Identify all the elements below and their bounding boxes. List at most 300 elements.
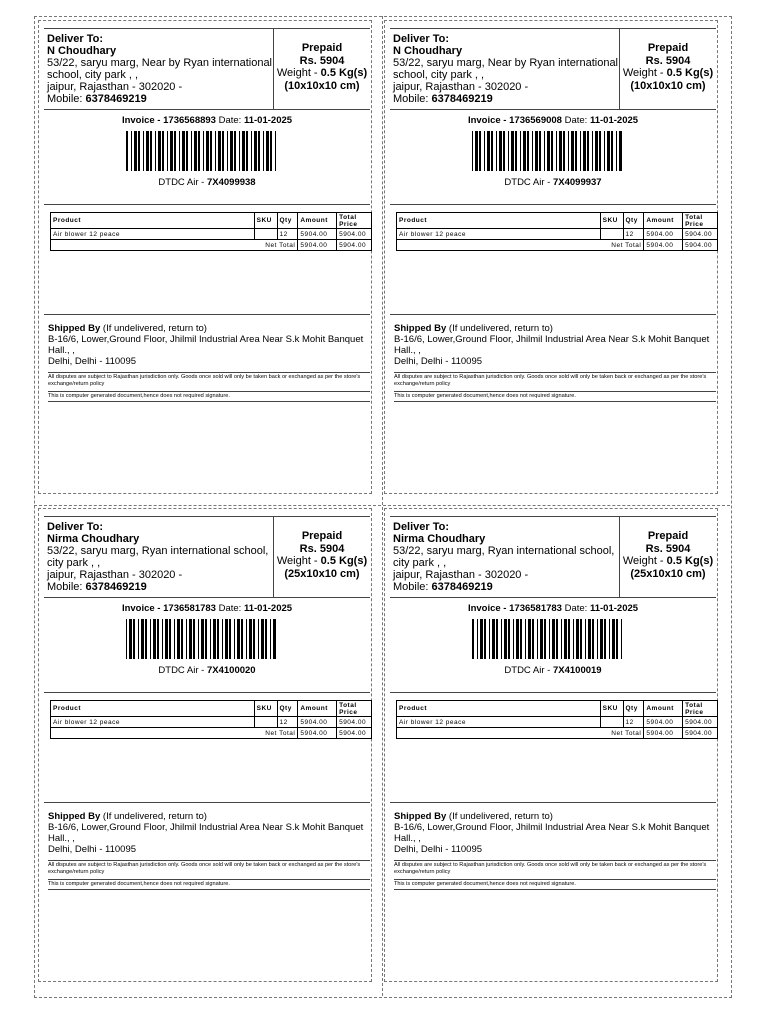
barcode-bar — [258, 131, 260, 171]
address-line-2: jaipur, Rajasthan - 302020 - — [393, 81, 529, 93]
barcode-bar — [568, 131, 569, 171]
divider — [48, 889, 370, 890]
barcode-bar — [552, 619, 555, 659]
shipped-by-heading — [48, 811, 366, 822]
barcode-bar — [182, 131, 185, 171]
barcode-bar — [155, 131, 156, 171]
col-product: Product — [397, 213, 601, 229]
barcode — [126, 619, 276, 659]
col-qty: Qty — [277, 213, 298, 229]
col-sku: SKU — [600, 701, 623, 717]
barcode-bar — [253, 619, 255, 659]
barcode-bar — [265, 619, 267, 659]
barcode-bar — [597, 619, 598, 659]
barcode-bar — [599, 131, 601, 171]
barcode-bar — [568, 619, 570, 659]
label-header — [44, 28, 370, 110]
barcode-bar — [604, 131, 605, 171]
delivery-address — [47, 33, 273, 105]
footer-text: This is computer generated document,hence does not required signature. — [394, 393, 576, 399]
shipped-by-label: Shipped By — [394, 811, 447, 822]
barcode-bar — [234, 131, 236, 171]
barcode-bar — [540, 619, 543, 659]
item-amount: 5904.00 — [298, 717, 337, 728]
barcode-bar — [239, 131, 240, 171]
net-total: 5904.00 — [683, 728, 718, 739]
barcode-bar — [189, 619, 192, 659]
barcode-bar — [205, 619, 207, 659]
recipient-name: N Choudhary — [393, 45, 463, 57]
mobile-line — [393, 93, 619, 105]
barcode-bar — [246, 131, 248, 171]
barcode-bar — [215, 131, 216, 171]
barcode-bar — [143, 131, 144, 171]
barcode — [472, 131, 622, 171]
barcode-bar — [174, 619, 175, 659]
item-amount: 5904.00 — [644, 229, 683, 240]
barcode-bar — [210, 131, 212, 171]
barcode-bar — [588, 619, 591, 659]
divider — [394, 401, 716, 402]
barcode — [472, 619, 622, 659]
barcode-bar — [580, 131, 581, 171]
courier-name: DTDC Air - — [504, 665, 551, 676]
divider — [394, 879, 716, 880]
barcode-bar — [198, 131, 200, 171]
barcode-bar — [532, 619, 534, 659]
net-total-row — [397, 240, 718, 251]
barcode-bar — [261, 619, 264, 659]
weight-label: Weight - — [276, 67, 318, 79]
barcode-bar — [580, 619, 582, 659]
barcode-bar — [556, 619, 558, 659]
address-line-1: 53/22, saryu marg, Ryan international school, city park , , — [393, 545, 615, 569]
item-total: 5904.00 — [683, 717, 718, 728]
deliver-to-heading: Deliver To: — [47, 521, 104, 533]
weight-line — [620, 67, 716, 80]
barcode-bar — [254, 131, 257, 171]
mobile-label: Mobile: — [393, 581, 429, 593]
mobile-label: Mobile: — [47, 581, 83, 593]
barcode-bar — [193, 619, 195, 659]
sender-address-1: B-16/6, Lower,Ground Floor, Jhilmil Industrial Area Near S.k Mohit Banquet Hall., , — [394, 822, 710, 844]
shipped-by-label: Shipped By — [48, 811, 101, 822]
mobile-number: 6378469219 — [85, 93, 147, 105]
barcode-bar — [607, 131, 610, 171]
address-line-1: 53/22, saryu marg, Ryan international school, city park , , — [47, 545, 269, 569]
barcode — [126, 131, 276, 171]
sender-address-2: Delhi, Delhi - 110095 — [48, 844, 137, 855]
barcode-bar — [194, 131, 197, 171]
barcode-bar — [576, 619, 579, 659]
barcode-bar — [266, 131, 269, 171]
courier-name: DTDC Air - — [158, 665, 205, 676]
payment-info — [619, 29, 716, 109]
barcode-bar — [210, 619, 211, 659]
net-amount: 5904.00 — [644, 240, 683, 251]
payment-mode: Prepaid — [647, 42, 689, 54]
weight-label: Weight - — [622, 67, 664, 79]
payment-amount: Rs. 5904 — [645, 542, 691, 555]
col-total-price: Total Price — [683, 213, 718, 229]
table-row — [397, 229, 718, 240]
barcode-bar — [472, 619, 474, 659]
table-row — [51, 717, 372, 728]
barcode-bar — [515, 131, 517, 171]
table-header-row — [51, 213, 372, 229]
barcode-bar — [523, 131, 526, 171]
shipped-by-heading — [48, 323, 366, 334]
barcode-bar — [213, 619, 216, 659]
barcode-bar — [616, 131, 617, 171]
barcode-bar — [222, 619, 223, 659]
col-amount: Amount — [644, 701, 683, 717]
net-total-row — [397, 728, 718, 739]
shipped-by-heading — [394, 811, 712, 822]
invoice-date: 11-01-2025 — [243, 115, 293, 126]
weight-line — [274, 67, 370, 80]
barcode-bar — [237, 619, 240, 659]
divider — [394, 889, 716, 890]
barcode-bar — [191, 131, 192, 171]
barcode-bar — [619, 131, 622, 171]
invoice-line — [390, 603, 716, 614]
barcode-bar — [129, 619, 132, 659]
barcode-bar — [480, 619, 483, 659]
net-total-label: Net Total — [397, 728, 644, 739]
barcode-bar — [275, 131, 276, 171]
barcode-bar — [227, 131, 228, 171]
barcode-bar — [246, 619, 247, 659]
dimensions: (25x10x10 cm) — [284, 567, 360, 580]
barcode-bar — [496, 619, 498, 659]
shipped-by-note: (If undelivered, return to) — [448, 323, 553, 334]
barcode-bar — [551, 131, 553, 171]
barcode-bar — [587, 131, 589, 171]
barcode-bar — [532, 131, 533, 171]
barcode-bar — [525, 619, 526, 659]
barcode-bar — [491, 131, 493, 171]
net-total-row — [51, 728, 372, 739]
barcode-bar — [153, 619, 156, 659]
barcode-bar — [146, 131, 149, 171]
col-sku: SKU — [254, 213, 277, 229]
col-amount: Amount — [644, 213, 683, 229]
barcode-bar — [472, 131, 473, 171]
shipping-label — [384, 20, 718, 494]
disclaimer-text: All disputes are subject to Rajasthan jurisdiction only. Goods once sold will only be taken back or exchanged as per the store's exchange/return policy — [394, 374, 707, 387]
shipping-label — [38, 20, 372, 494]
sender-address-2: Delhi, Delhi - 110095 — [394, 356, 483, 367]
barcode-bar — [174, 131, 176, 171]
item-qty: 12 — [623, 229, 644, 240]
invoice-number: 1736568893 — [163, 115, 216, 126]
weight-label: Weight - — [276, 555, 318, 567]
date-label: Date: — [564, 603, 588, 614]
mobile-number: 6378469219 — [431, 581, 493, 593]
shipped-by-section — [394, 811, 712, 855]
disclaimer-text: All disputes are subject to Rajasthan jurisdiction only. Goods once sold will only be taken back or exchanged as per the store's exchange/return policy — [48, 374, 361, 387]
sender-address-1: B-16/6, Lower,Ground Floor, Jhilmil Industrial Area Near S.k Mohit Banquet Hall., , — [48, 334, 364, 356]
barcode-bar — [167, 131, 168, 171]
col-total-price: Total Price — [337, 213, 372, 229]
col-product: Product — [51, 213, 255, 229]
barcode-bar — [600, 619, 603, 659]
net-total: 5904.00 — [337, 240, 372, 251]
item-amount: 5904.00 — [298, 229, 337, 240]
barcode-bar — [511, 131, 514, 171]
barcode-bar — [203, 131, 204, 171]
barcode-bar — [508, 619, 510, 659]
barcode-bar — [535, 131, 538, 171]
barcode-bar — [609, 619, 610, 659]
awb-number: 7X4099938 — [206, 177, 256, 188]
footer-text: This is computer generated document,hence does not required signature. — [48, 393, 230, 399]
barcode-bar — [571, 131, 574, 171]
barcode-bar — [133, 619, 135, 659]
item-total: 5904.00 — [683, 229, 718, 240]
delivery-address — [47, 521, 273, 593]
barcode-bar — [513, 619, 514, 659]
barcode-bar — [477, 619, 478, 659]
payment-amount: Rs. 5904 — [299, 542, 345, 555]
shipped-by-note: (If undelivered, return to) — [102, 323, 207, 334]
payment-mode: Prepaid — [301, 530, 343, 542]
recipient-name: Nirma Choudhary — [393, 533, 486, 545]
divider — [48, 391, 370, 392]
barcode-bar — [222, 131, 224, 171]
item-product: Air blower 12 peace — [397, 717, 601, 728]
barcode-bar — [249, 619, 252, 659]
payment-mode: Prepaid — [647, 530, 689, 542]
barcode-bar — [475, 131, 478, 171]
invoice-number: 1736581783 — [509, 603, 562, 614]
barcode-bar — [201, 619, 204, 659]
barcode-bar — [616, 619, 618, 659]
invoice-label: Invoice - — [121, 115, 161, 126]
barcode-bar — [273, 619, 276, 659]
awb-number: 7X4100020 — [206, 665, 256, 676]
barcode-bar — [169, 619, 171, 659]
barcode-bar — [504, 619, 507, 659]
payment-info — [273, 29, 370, 109]
barcode-bar — [225, 619, 228, 659]
mobile-line — [393, 581, 619, 593]
shipped-by-label: Shipped By — [48, 323, 101, 334]
shipped-by-heading — [394, 323, 712, 334]
courier-line — [390, 665, 716, 676]
item-sku — [600, 717, 623, 728]
net-amount: 5904.00 — [644, 728, 683, 739]
barcode-bar — [138, 619, 139, 659]
barcode-bar — [258, 619, 259, 659]
barcode-bar — [559, 131, 562, 171]
barcode-bar — [230, 131, 233, 171]
item-sku — [254, 717, 277, 728]
barcode-bar — [487, 131, 490, 171]
shipped-by-section — [48, 811, 366, 855]
barcode-bar — [564, 619, 567, 659]
net-total-label: Net Total — [397, 240, 644, 251]
mobile-label: Mobile: — [393, 93, 429, 105]
items-table — [396, 700, 718, 739]
weight-label: Weight - — [622, 555, 664, 567]
barcode-bar — [592, 131, 593, 171]
item-total: 5904.00 — [337, 229, 372, 240]
barcode-bar — [186, 619, 187, 659]
date-label: Date: — [218, 115, 242, 126]
barcode-bar — [126, 131, 128, 171]
footer-text: This is computer generated document,hence does not required signature. — [394, 881, 576, 887]
col-amount: Amount — [298, 701, 337, 717]
delivery-address — [393, 33, 619, 105]
net-total: 5904.00 — [683, 240, 718, 251]
invoice-date: 11-01-2025 — [589, 115, 639, 126]
divider — [44, 802, 370, 803]
weight-line — [620, 555, 716, 568]
horizontal-cut-line — [34, 505, 730, 506]
barcode-bar — [263, 131, 264, 171]
mobile-number: 6378469219 — [85, 581, 147, 593]
net-amount: 5904.00 — [298, 240, 337, 251]
item-product: Air blower 12 peace — [51, 717, 255, 728]
table-header-row — [397, 213, 718, 229]
divider — [394, 372, 716, 373]
barcode-bar — [595, 131, 598, 171]
shipped-by-section — [394, 323, 712, 367]
deliver-to-heading: Deliver To: — [393, 521, 450, 533]
invoice-date: 11-01-2025 — [589, 603, 639, 614]
address-line-2: jaipur, Rajasthan - 302020 - — [47, 569, 183, 581]
date-label: Date: — [564, 115, 588, 126]
mobile-line — [47, 93, 273, 105]
payment-amount: Rs. 5904 — [299, 54, 345, 67]
courier-line — [44, 177, 370, 188]
sender-address-2: Delhi, Delhi - 110095 — [394, 844, 483, 855]
table-row — [397, 717, 718, 728]
divider — [390, 314, 716, 315]
col-product: Product — [397, 701, 601, 717]
invoice-label: Invoice - — [467, 603, 507, 614]
shipped-by-label: Shipped By — [394, 323, 447, 334]
recipient-name: N Choudhary — [47, 45, 117, 57]
address-line-2: jaipur, Rajasthan - 302020 - — [47, 81, 183, 93]
barcode-bar — [229, 619, 231, 659]
courier-name: DTDC Air - — [504, 177, 551, 188]
address-line-1: 53/22, saryu marg, Near by Ryan international school, city park , , — [47, 57, 273, 81]
barcode-bar — [604, 619, 606, 659]
barcode-bar — [621, 619, 622, 659]
barcode-bar — [528, 619, 531, 659]
barcode-bar — [270, 619, 271, 659]
barcode-bar — [206, 131, 209, 171]
dimensions: (10x10x10 cm) — [284, 79, 360, 92]
barcode-bar — [170, 131, 173, 171]
divider — [48, 860, 370, 861]
weight-value: 0.5 Kg(s) — [320, 555, 368, 567]
net-amount: 5904.00 — [298, 728, 337, 739]
payment-info — [273, 517, 370, 597]
barcode-bar — [484, 131, 485, 171]
items-table — [50, 700, 372, 739]
col-qty: Qty — [277, 701, 298, 717]
barcode-bar — [198, 619, 199, 659]
courier-name: DTDC Air - — [158, 177, 205, 188]
sender-address-2: Delhi, Delhi - 110095 — [48, 356, 137, 367]
divider — [390, 802, 716, 803]
barcode-bar — [242, 131, 245, 171]
item-total: 5904.00 — [337, 717, 372, 728]
divider — [48, 401, 370, 402]
col-sku: SKU — [600, 213, 623, 229]
shipped-by-section — [48, 323, 366, 367]
barcode-bar — [539, 131, 541, 171]
divider — [44, 314, 370, 315]
barcode-bar — [270, 131, 272, 171]
invoice-line — [390, 115, 716, 126]
barcode-bar — [503, 131, 505, 171]
delivery-address — [393, 521, 619, 593]
shipping-label — [38, 508, 372, 982]
disclaimer-text: All disputes are subject to Rajasthan jurisdiction only. Goods once sold will only be taken back or exchanged as per the store's exchange/return policy — [48, 862, 361, 875]
net-total-row — [51, 240, 372, 251]
barcode-bar — [592, 619, 594, 659]
barcode-bar — [508, 131, 509, 171]
barcode-bar — [492, 619, 495, 659]
invoice-date: 11-01-2025 — [243, 603, 293, 614]
invoice-line — [44, 115, 370, 126]
col-qty: Qty — [623, 213, 644, 229]
shipping-label — [384, 508, 718, 982]
label-header — [44, 516, 370, 598]
item-sku — [254, 229, 277, 240]
footer-text: This is computer generated document,hence does not required signature. — [48, 881, 230, 887]
barcode-bar — [150, 131, 152, 171]
barcode-bar — [179, 131, 180, 171]
item-product: Air blower 12 peace — [51, 229, 255, 240]
invoice-line — [44, 603, 370, 614]
items-table — [50, 212, 372, 251]
barcode-bar — [556, 131, 557, 171]
table-row — [51, 229, 372, 240]
payment-amount: Rs. 5904 — [645, 54, 691, 67]
vertical-cut-line — [382, 16, 383, 996]
courier-line — [44, 665, 370, 676]
barcode-bar — [489, 619, 490, 659]
net-total-label: Net Total — [51, 728, 298, 739]
barcode-bar — [165, 619, 168, 659]
divider — [44, 692, 370, 693]
barcode-bar — [141, 619, 144, 659]
sender-address-1: B-16/6, Lower,Ground Floor, Jhilmil Industrial Area Near S.k Mohit Banquet Hall., , — [394, 334, 710, 356]
awb-number: 7X4100019 — [552, 665, 602, 676]
barcode-bar — [162, 131, 164, 171]
barcode-bar — [549, 619, 550, 659]
barcode-bar — [544, 619, 546, 659]
items-table — [396, 212, 718, 251]
net-total: 5904.00 — [337, 728, 372, 739]
invoice-number: 1736569008 — [509, 115, 562, 126]
barcode-bar — [157, 619, 159, 659]
barcode-bar — [547, 131, 550, 171]
barcode-bar — [612, 619, 615, 659]
recipient-name: Nirma Choudhary — [47, 533, 140, 545]
barcode-bar — [150, 619, 151, 659]
barcode-bar — [251, 131, 252, 171]
barcode-bar — [499, 131, 502, 171]
divider — [390, 204, 716, 205]
barcode-bar — [234, 619, 235, 659]
